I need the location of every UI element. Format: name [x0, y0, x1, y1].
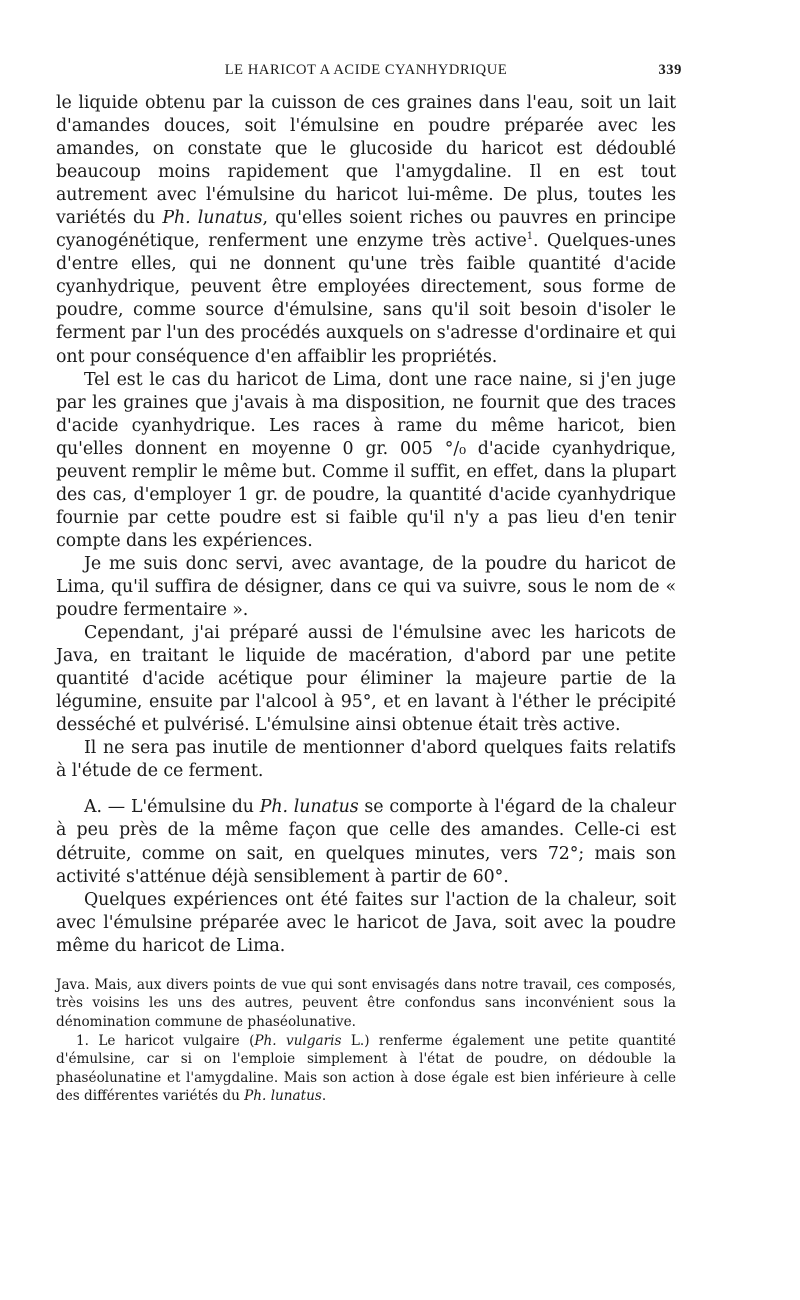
- paragraph-section-a: [56, 796, 676, 888]
- paragraph: [56, 737, 676, 783]
- paragraph: [56, 369, 676, 553]
- paragraph: [56, 622, 676, 737]
- footnote-separator: [56, 958, 676, 976]
- footnote-ref: 1: [526, 231, 533, 243]
- paragraph: [56, 889, 676, 958]
- text-run: le liquide obtenu par la cuisson de ces graines dans l'eau, soit un lait d'amandes douces, soit l'émulsine en poudre préparée avec les amandes, on constate que le glucoside du haricot est dédoublé beaucoup moins rapidement que l'amygdaline. Il en est tout autrement avec l'émulsine du haricot lui-même. De plus, toutes les variétés du: [56, 93, 676, 229]
- italic-text: Ph. lunatus: [244, 1088, 322, 1105]
- running-header: [56, 62, 682, 84]
- italic-text: Ph. vulgaris: [254, 1032, 342, 1049]
- text-run: . Quelques-unes d'entre elles, qui ne donnent qu'une très faible quantité d'acide cyanhydrique, peuvent être employées directement, sous forme de poudre, comme source d'émulsine, sans qu'il soit besoin d'isoler le ferment par l'un des procédés auxquels on s'adresse d'ordinaire et qui ont pour conséquence d'en affaiblir les propriétés.: [56, 231, 676, 367]
- footnote-continued: [56, 976, 676, 1032]
- paragraph: [56, 92, 676, 369]
- text-run: se comporte à l'égard de la chaleur à peu près de la même façon que celle des amandes. Celle-ci est détruite, comme on sait, en quelques minutes, vers 72°; mais son activité s'atténue déjà sensiblement à partir de 60°.: [56, 797, 676, 887]
- paragraph: [56, 553, 676, 622]
- text-run: Java. Mais, aux divers points de vue qui sont envisagés dans notre travail, ces composés, très voisins les uns des autres, peuvent être confondus sans inconvénient sous la dénomination commune de phaséolunative.: [56, 976, 676, 1030]
- text-run: , qu'elles soient riches ou pauvres en principe cyanogénétique, renferment une enzyme très active: [56, 208, 676, 252]
- text-run: Il ne sera pas inutile de mentionner d'abord quelques faits relatifs à l'étude de ce ferment.: [56, 738, 676, 782]
- text-run: Cependant, j'ai préparé aussi de l'émulsine avec les haricots de Java, en traitant le liquide de macération, d'abord par une petite quantité d'acide acétique pour éliminer la majeure partie de la légumine, ensuite par l'alcool à 95°, et en lavant à l'éther le précipité desséché et pulvérisé. L'émulsine ainsi obtenue était très active.: [56, 623, 676, 736]
- main-text: [56, 92, 676, 958]
- text-run: Tel est le cas du haricot de Lima, dont une race naine, si j'en juge par les graines que j'avais à ma disposition, ne fournit que des traces d'acide cyanhydrique. Les races à rame du même haricot, bien qu'elles donnent en moyenne 0 gr. 005 °/₀ d'acide cyanhydrique, peuvent remplir le même but. Comme il suffit, en effet, dans la plupart des cas, d'employer 1 gr. de poudre, la quantité d'acide cyanhydrique fournie par cette poudre est si faible qu'il n'y a pas lieu d'en tenir compte dans les expériences.: [56, 369, 676, 551]
- text-run: 1. Le haricot vulgaire (: [76, 1032, 255, 1049]
- italic-text: Ph. lunatus: [259, 797, 359, 818]
- text-run: L.) renferme également une petite quantité d'émulsine, car si on l'emploie simplement à l'état de poudre, on dédouble la phaséolunatine et l'amygdaline. Mais son action à dose égale est bien inférieure à celle des différentes variétés du: [56, 1032, 676, 1105]
- text-run: Quelques expériences ont été faites sur l'action de la chaleur, soit avec l'émulsine préparée avec le haricot de Java, soit avec la poudre même du haricot de Lima.: [56, 889, 676, 956]
- text-run: A. — L'émulsine du: [84, 797, 260, 818]
- italic-text: Ph. lunatus: [162, 208, 263, 229]
- page-number: 339: [658, 62, 682, 78]
- book-page: [56, 62, 682, 1106]
- running-title: LE HARICOT A ACIDE CYANHYDRIQUE: [224, 62, 508, 78]
- text-run: Je me suis donc servi, avec avantage, de la poudre du haricot de Lima, qu'il suffira de désigner, dans ce qui va suivre, sous le nom de « poudre fermentaire ».: [56, 553, 676, 621]
- text-run: .: [321, 1088, 327, 1105]
- footnotes: [56, 976, 676, 1106]
- footnote-1: [56, 1032, 676, 1106]
